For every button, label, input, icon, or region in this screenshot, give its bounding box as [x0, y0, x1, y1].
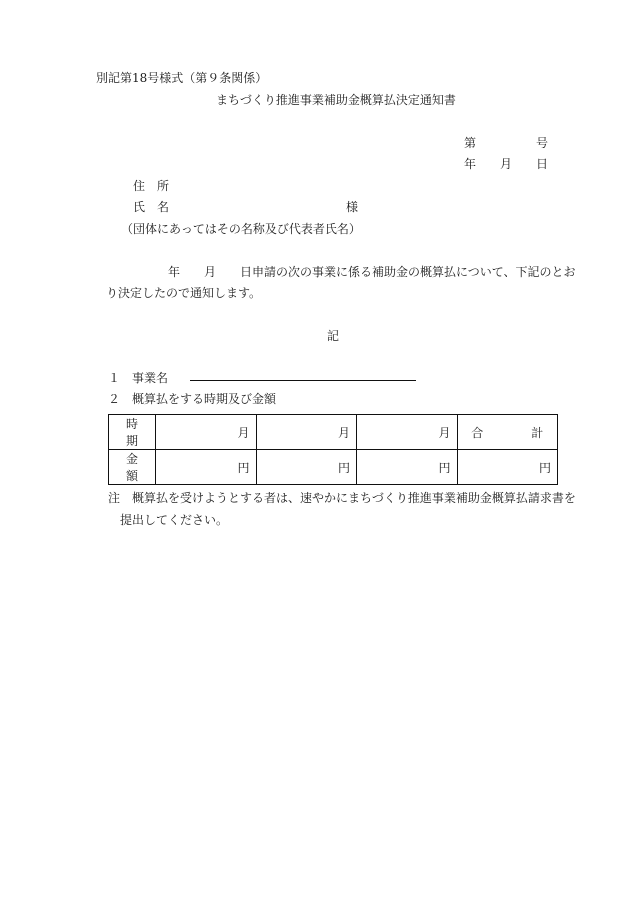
amount-header: 金 額 [109, 450, 156, 485]
amount-cell-1: 円 [156, 450, 257, 485]
period-cell-3: 月 [357, 415, 458, 450]
item-1-project-name: １ 事業名 [108, 371, 169, 385]
honorific: 様 [346, 200, 359, 214]
total-header-cell [457, 415, 558, 450]
form-reference: 別記第18号様式（第９条関係） [96, 71, 268, 85]
period-cell-2: 月 [256, 415, 357, 450]
body-text-line-2: り決定したので通知します。 [106, 286, 262, 300]
table-row-period [109, 415, 558, 450]
period-cell-1: 月 [156, 415, 257, 450]
document-number-line: 第 号 [464, 136, 549, 150]
payment-schedule-table [108, 414, 558, 485]
table-row-amount [109, 450, 558, 485]
ki-heading: 記 [327, 329, 340, 343]
amount-cell-3: 円 [357, 450, 458, 485]
amount-cell-2: 円 [256, 450, 357, 485]
total-label: 合 計 [471, 425, 544, 440]
note-line-1: 注 概算払を受けようとする者は、速やかにまちづくり推進事業補助金概算払請求書を [108, 491, 576, 505]
period-header: 時 期 [109, 415, 156, 450]
project-name-underline [190, 380, 416, 381]
address-label: 住 所 [133, 179, 170, 193]
name-label: 氏 名 [133, 200, 170, 214]
body-text-line-1: 年 月 日申請の次の事業に係る補助金の概算払について、下記のとお [168, 265, 576, 279]
item-2-payment-schedule: ２ 概算払をする時期及び金額 [108, 392, 277, 406]
document-title: まちづくり推進事業補助金概算払決定通知書 [216, 93, 456, 107]
amount-total-cell: 円 [457, 450, 558, 485]
date-line: 年 月 日 [464, 157, 549, 171]
note-line-2: 提出してください。 [120, 513, 229, 527]
organization-note: （団体にあってはその名称及び代表者氏名） [121, 222, 361, 236]
